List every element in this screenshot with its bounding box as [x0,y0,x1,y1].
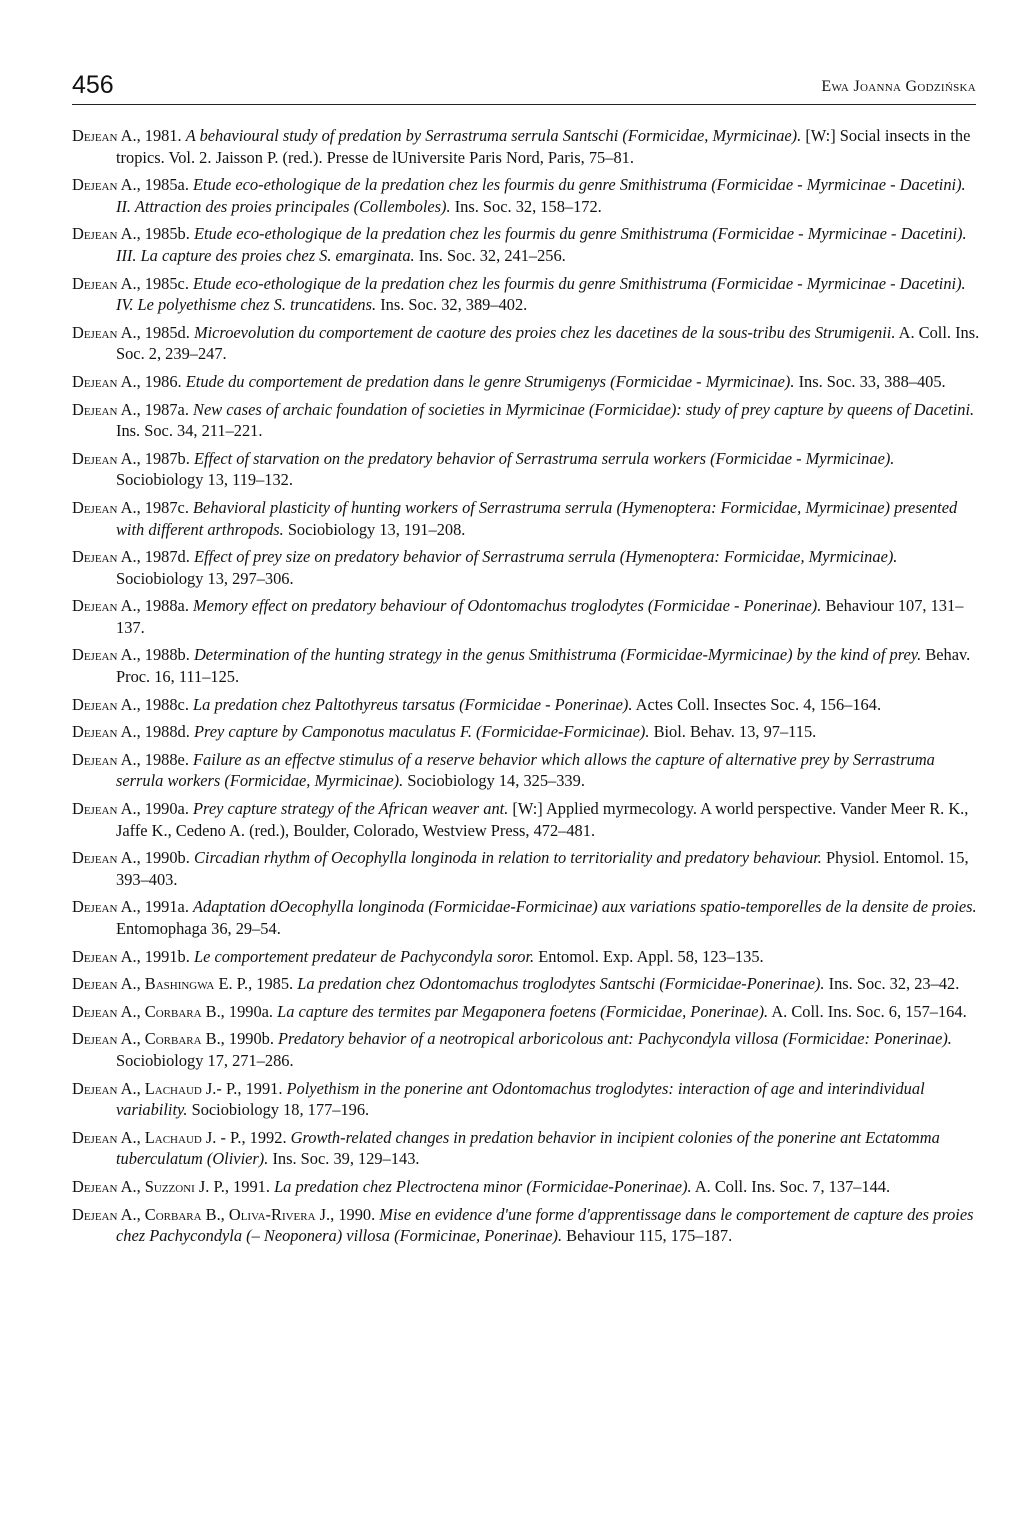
reference-title: La predation chez Plectroctena minor (Formicidae-Ponerinae). [274,1176,692,1196]
reference-author: Dejean A., Corbara B., Oliva-Rivera J. [72,1204,331,1224]
reference-entry [72,1001,982,1023]
reference-author: Dejean A. [72,645,137,665]
reference-year: , 1987b. [136,448,194,468]
reference-entry [72,448,982,491]
reference-source: Ins. Soc. 39, 129–143. [268,1149,420,1169]
page-header [72,70,976,104]
reference-entry [72,1028,982,1071]
reference-source: Physiol. Entomol. 15, 393–403. [116,848,969,889]
reference-title: Circadian rhythm of Oecophylla longinoda in relation to territoriality and predatory behaviour. [193,848,822,868]
reference-source: Ins. Soc. 32, 158–172. [450,196,602,216]
reference-year: , 1987c. [136,497,194,517]
reference-year: , 1985d. [136,322,194,342]
reference-entry [72,1204,982,1247]
reference-title: Failure as an effectve stimulus of a reserve behavior which allows the capture of alternative prey by Serrastruma serrula workers (Formicidae, Myrmicinae). [116,749,935,791]
reference-entry [72,694,982,716]
reference-entry [72,125,982,168]
reference-title: Etude eco-ethologique de la predation chez les fourmis du genre Smithistruma (Formicidae - Myrmicinae - Dacetini). III. La capture des proies chez S. emarginata. [116,224,967,265]
reference-source: Actes Coll. Insectes Soc. 4, 156–164. [632,694,882,714]
reference-author: Dejean A. [72,448,137,468]
reference-title: La capture des termites par Megaponera foetens (Formicidae, Ponerinae). [277,1001,769,1021]
reference-title: Polyethism in the ponerine ant Odontomachus troglodytes: interaction of age and interindividual variability. [116,1078,925,1120]
reference-title: Behavioral plasticity of hunting workers of Serrastruma serrula (Hymenoptera: Formicidae, Myrmicinae) presented with different arthropods. [116,497,958,539]
reference-entry [72,896,982,939]
reference-source: Behaviour 115, 175–187. [562,1226,733,1246]
reference-title: Le comportement predateur de Pachycondyla soror. [193,946,535,966]
reference-entry [72,273,982,316]
reference-author: Dejean A. [72,694,137,714]
reference-title: A behavioural study of predation by Serrastruma serrula Santschi (Formicidae, Myrmicinae). [185,126,802,145]
reference-year: , 1988c. [136,694,194,714]
reference-author: Dejean A. [72,722,137,742]
reference-source: Sociobiology 14, 325–339. [403,771,585,791]
reference-entry [72,546,982,589]
reference-author: Dejean A., Lachaud J. - P. [72,1127,242,1147]
reference-title: Microevolution du comportement de caoture des proies chez les dacetines de la sous-tribu des Strumigenii. [193,322,896,342]
reference-author: Dejean A. [72,371,137,391]
reference-source: Entomophaga 36, 29–54. [116,919,281,938]
reference-title: New cases of archaic foundation of societies in Myrmicinae (Formicidae): study of prey capture by queens of Dacetini. [193,399,975,419]
reference-entry [72,847,982,890]
reference-author: Dejean A. [72,596,137,616]
reference-source: Entomol. Exp. Appl. 58, 123–135. [534,946,764,966]
reference-title: Adaptation dOecophylla longinoda (Formicidae-Formicinae) aux variations spatio-temporelles de la densite de proies. [193,897,977,917]
reference-entry [72,946,982,968]
reference-entry [72,721,982,743]
reference-title: Etude du comportement de predation dans le genre Strumigenys (Formicidae - Myrmicinae). [185,371,795,391]
reference-entry [72,798,982,841]
reference-author: Dejean A. [72,946,137,966]
reference-source: Sociobiology 13, 191–208. [283,519,466,539]
reference-entry [72,174,982,217]
reference-entry [72,1127,982,1170]
reference-author: Dejean A., Corbara B. [72,1001,221,1021]
reference-source: Behav. Proc. 16, 111–125. [116,645,971,687]
reference-author: Dejean A. [72,224,137,244]
reference-year: , 1988b. [136,645,194,665]
reference-title: Growth-related changes in predation behavior in incipient colonies of the ponerine ant Ectatomma tuberculatum (Olivier). [116,1127,940,1169]
reference-source: A. Coll. Ins. Soc. 6, 157–164. [768,1001,967,1021]
reference-title: Etude eco-ethologique de la predation chez les fourmis du genre Smithistruma (Formicidae - Myrmicinae - Dacetini). IV. Le polyethisme chez S. truncatidens. [116,273,966,315]
reference-year: , 1990a. [220,1001,278,1021]
reference-title: Mise en evidence d'une forme d'apprentissage dans le comportement de capture des proies chez Pachycondyla (– Neoponera) villosa (Formicinae, Ponerinae). [116,1204,974,1246]
reference-author: Dejean A. [72,273,137,293]
reference-source: [W:] Applied myrmecology. A world perspective. Vander Meer R. K., Jaffe K., Cedeno A. (red.), Boulder, Colorado, Westview Press, 472–481. [116,799,969,840]
reference-title: Effect of prey size on predatory behavior of Serrastruma serrula (Hymenoptera: Formicidae, Myrmicinae). [193,547,898,567]
reference-source: Sociobiology 13, 119–132. [116,470,293,490]
reference-entry [72,322,982,365]
reference-title: Predatory behavior of a neotropical arboricolous ant: Pachycondyla villosa (Formicidae: Ponerinae). [278,1029,952,1049]
reference-list [72,125,982,1253]
reference-author: Dejean A., Bashingwa E. P. [72,974,249,994]
reference-year: , 1985. [248,974,298,994]
reference-entry [72,1176,982,1198]
reference-year: , 1987a. [136,399,194,419]
reference-year: , 1985c. [136,273,194,293]
reference-title: Prey capture by Camponotus maculatus F. (Formicidae-Formicinae). [193,722,650,742]
reference-entry [72,497,982,540]
reference-author: Dejean A. [72,175,137,195]
reference-year: , 1990a. [136,799,194,819]
reference-author: Dejean A. [72,497,137,517]
reference-author: Dejean A. [72,749,137,769]
reference-entry [72,595,982,638]
reference-title: Prey capture strategy of the African weaver ant. [193,799,509,819]
reference-year: , 1981. [136,126,186,145]
reference-year: , 1988d. [136,722,194,742]
reference-source: A. Coll. Ins. Soc. 7, 137–144. [691,1176,891,1196]
header-rule [72,104,976,105]
reference-source: Ins. Soc. 33, 388–405. [794,371,946,391]
reference-year: , 1990. [330,1204,380,1224]
reference-entry [72,973,982,995]
reference-source: Sociobiology 13, 297–306. [116,568,294,588]
reference-source: Biol. Behav. 13, 97–115. [649,722,817,742]
reference-year: , 1985a. [136,175,194,195]
reference-title: Memory effect on predatory behaviour of Odontomachus troglodytes (Formicidae - Ponerinae). [193,596,822,616]
reference-source: Sociobiology 18, 177–196. [187,1100,370,1120]
reference-author: Dejean A. [72,547,137,567]
reference-entry [72,1078,982,1121]
reference-source: Ins. Soc. 32, 23–42. [824,974,960,994]
reference-year: , 1988a. [136,596,194,616]
reference-title: La predation chez Odontomachus troglodytes Santschi (Formicidae-Ponerinae). [297,974,825,994]
reference-author: Dejean A. [72,126,137,145]
reference-author: Dejean A., Lachaud J.- P. [72,1078,238,1098]
reference-entry [72,371,982,393]
reference-year: , 1991. [237,1078,287,1098]
reference-year: , 1987d. [136,547,194,567]
reference-source: A. Coll. Ins. Soc. 2, 239–247. [116,322,980,364]
reference-year: , 1992. [241,1127,291,1147]
reference-author: Dejean A., Suzzoni J. P. [72,1176,225,1196]
reference-author: Dejean A., Corbara B. [72,1029,221,1049]
reference-entry [72,399,982,442]
reference-source: Ins. Soc. 32, 389–402. [376,295,528,315]
reference-author: Dejean A. [72,399,137,419]
reference-author: Dejean A. [72,322,137,342]
reference-source: Ins. Soc. 32, 241–256. [414,245,566,265]
reference-title: Determination of the hunting strategy in the genus Smithistruma (Formicidae-Myrmicinae) by the kind of prey. [193,645,922,665]
reference-year: , 1990b. [136,848,194,868]
running-head: Ewa Joanna Godzińska [821,78,976,95]
reference-year: , 1986. [136,371,186,391]
reference-source: Behaviour 107, 131–137. [116,596,964,637]
reference-title: La predation chez Paltothyreus tarsatus (Formicidae - Ponerinae). [193,694,633,714]
reference-year: , 1988e. [136,749,194,769]
reference-source: Sociobiology 17, 271–286. [116,1050,294,1070]
reference-year: , 1990b. [220,1029,279,1049]
reference-author: Dejean A. [72,848,137,868]
reference-source: Ins. Soc. 34, 211–221. [116,421,263,441]
reference-year: , 1985b. [136,224,194,244]
reference-year: , 1991b. [136,946,194,966]
reference-entry [72,644,982,687]
reference-author: Dejean A. [72,799,137,819]
reference-title: Etude eco-ethologique de la predation chez les fourmis du genre Smithistruma (Formicidae - Myrmicinae - Dacetini). II. Attraction des proies principales (Collemboles). [116,175,966,216]
reference-entry [72,749,982,792]
reference-source: [W:] Social insects in the tropics. Vol. 2. Jaisson P. (red.). Presse de lUniversite Paris Nord, Paris, 75–81. [116,126,971,167]
reference-title: Effect of starvation on the predatory behavior of Serrastruma serrula workers (Formicidae - Myrmicinae). [193,448,895,468]
reference-year: , 1991. [224,1176,275,1196]
reference-author: Dejean A. [72,897,137,917]
page-number: 456 [72,71,114,99]
reference-entry [72,223,982,266]
reference-year: , 1991a. [136,897,194,917]
